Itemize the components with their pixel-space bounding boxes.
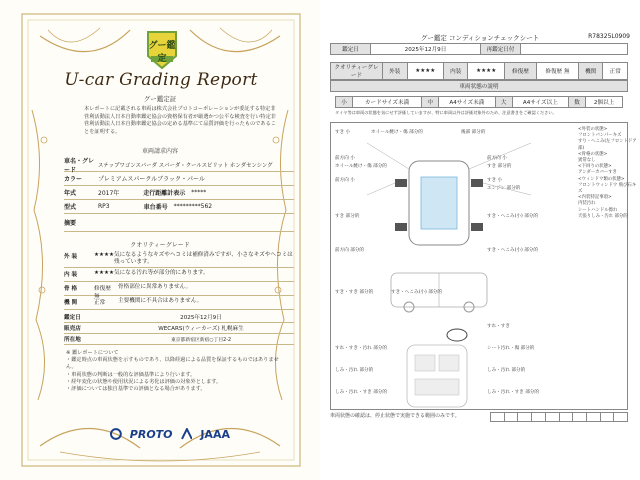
size-val: カードサイズ未満 xyxy=(352,97,421,108)
notes-label: 摘要 xyxy=(64,220,77,227)
signature-cell xyxy=(560,412,574,422)
grade-table xyxy=(330,62,628,80)
chassis-label: 車台番号 xyxy=(143,204,168,211)
note-line: すり・へこみ(左フロントドア部) xyxy=(578,139,637,151)
quality-desc: 主要機関に不具合はありません。 xyxy=(118,298,203,304)
sheet-bottom-note: 車両状態の確認は、停止状態で実施できる範囲のみです。 xyxy=(330,413,460,419)
quality-stars: ★★★★ xyxy=(94,252,115,258)
quality-row-engine xyxy=(64,296,294,310)
quality-row-interior xyxy=(64,268,294,282)
diagram-label: 前方向 小 xyxy=(487,156,507,161)
mileage-value: ***** xyxy=(191,189,207,196)
address-value: 東京都新宿区新宿○丁目2-2 xyxy=(171,337,231,343)
note-item: ・評価については独自基準での評価となる場合があります。 xyxy=(66,386,206,393)
quality-desc: 骨格部位に異常ありません。 xyxy=(118,284,192,290)
size-key: 中 xyxy=(422,97,439,108)
date-value: 2025年12月9日 xyxy=(371,44,481,55)
signature-boxes xyxy=(490,412,628,422)
sheet-title: グー鑑定 コンディションチェックシート xyxy=(420,34,540,42)
quality-desc: 気になる汚れ等が部分的にあります。 xyxy=(114,270,209,276)
jaaa-logo: JAAA xyxy=(200,427,230,441)
diagram-label: すき・へこみ(小) 部分的 xyxy=(487,248,538,253)
name-label: 車名・グレード xyxy=(64,157,95,174)
model-row xyxy=(64,200,294,214)
model-label: 型式 xyxy=(64,204,77,211)
size-key: 小 xyxy=(336,97,353,108)
signature-cell xyxy=(614,412,628,422)
caption-note: タイヤ等は車両の状態を気にせず評価していますが、特に車両以外は評価対象外のため、注意書きをご確認ください。 xyxy=(335,110,557,115)
grade-key: 修復歴 xyxy=(504,63,536,80)
proto-logo-icon xyxy=(110,428,122,440)
quality-row-exterior xyxy=(64,250,294,268)
diagram-label: 後部 部分的 xyxy=(461,130,486,135)
status-heading-table xyxy=(330,80,628,92)
year-row xyxy=(64,186,294,200)
diagram-label: すき 小 xyxy=(487,178,503,183)
vehicle-heading: 車両請求内容 xyxy=(141,148,178,155)
vehicle-name-row xyxy=(64,158,294,172)
notes-title: ※ 鑑レポートについて xyxy=(66,350,119,356)
quality-label: 内 装 xyxy=(64,272,78,278)
jaaa-logo-icon xyxy=(181,428,193,440)
note-line: 天張りしみ・汚れ 部分的 xyxy=(578,213,628,219)
diagram-label: すき・すき 部分的 xyxy=(335,290,374,295)
grade-val: ★★★★ xyxy=(468,63,504,80)
size-legend-table xyxy=(335,96,623,108)
diagram-label: すき 部分的 xyxy=(487,164,512,169)
appraisal-date-label: 鑑定日 xyxy=(64,315,81,321)
certificate-notes xyxy=(66,350,286,393)
note-line: <内装特記事項> xyxy=(578,195,612,201)
rescan-label: 再鑑定日付 xyxy=(481,44,521,55)
status-heading: 車両状態の説明 xyxy=(331,81,628,92)
quality-desc: 気になるようなキズやヘコミは補修済みですが、小さなキズやヘコミは残っています。 xyxy=(114,252,293,265)
shop-row xyxy=(64,323,294,334)
diagram-label: しみ・汚れ・すき 部分的 xyxy=(487,390,539,395)
size-val: A4サイズ以上 xyxy=(512,97,569,108)
signature-cell xyxy=(601,412,615,422)
address-row xyxy=(64,334,294,345)
note-line: <下回りの状態> xyxy=(578,164,612,170)
rescan-value xyxy=(521,44,628,55)
diagram-label: 前方向 小 xyxy=(335,178,355,183)
date-label: 鑑定日 xyxy=(331,44,371,55)
quality-label: 外 装 xyxy=(64,254,78,260)
date-table xyxy=(330,43,628,55)
name-value: ステップワゴンスパーダ スパーダ・クールスピリット ホンダセンシング xyxy=(98,162,273,169)
grade-val: 正常 xyxy=(603,63,628,80)
signature-cell xyxy=(573,412,587,422)
grade-val: ★★★★ xyxy=(407,63,443,80)
diagram-label: ホイール焼け・傷 部分的 xyxy=(335,164,387,169)
note-item: ・鑑定時点の車両状態を示すものであり、以降経過による品質を保証するものではありません。 xyxy=(66,357,279,371)
certificate-intro: 本レポートに記載される車両は株式会社プロトコーポレーションが委託する特定非営利活動法人日本自動車鑑定協会の資格保有者が厳選かつ公平な検査を行い特定非営利活動法人日本自動車鑑定協会の定める基準にて品質評価を行ったものであることを証明する。 xyxy=(84,106,276,135)
diagram-label: ホイール焼け・傷 部分的 xyxy=(371,130,423,135)
quality-stars: ★★★★ xyxy=(94,270,115,276)
diagram-label: しみ・汚れ・すき 部分的 xyxy=(335,390,387,395)
note-line: <外装の状態> xyxy=(578,127,608,132)
note-item: ・車両状態の判断は一般的な評価基準により行います。 xyxy=(66,371,196,378)
diagram-label: しみ・汚れ 部分的 xyxy=(487,368,526,373)
diagram-label: すき 小 xyxy=(335,130,351,135)
note-line: アンダーカバーすき xyxy=(578,170,617,176)
diagram-label: 前方向 部分的 xyxy=(335,248,365,253)
signature-cell xyxy=(518,412,532,422)
quality-stars: 正常 xyxy=(94,300,106,306)
color-row xyxy=(64,172,294,186)
diagram-label: 前方向 小 xyxy=(335,156,355,161)
quality-row-frame xyxy=(64,282,294,300)
note-line: フロントウィンドウ 飛び石キズ xyxy=(578,182,637,195)
model-value: RP3 xyxy=(98,203,110,210)
note-line: <骨格の状態> xyxy=(578,151,608,157)
grade-val: 修復歴 無 xyxy=(536,63,578,80)
diagram-label: シート汚れ・傷 部分的 xyxy=(487,346,535,351)
grade-key: 内装 xyxy=(443,63,468,80)
certificate-title: U-car Grading Report xyxy=(64,70,258,90)
proto-logo: PROTO xyxy=(129,427,173,441)
notes-row xyxy=(64,214,294,232)
note-item: ・経年変化の状態や使用状況による劣化は評価の対象外とします。 xyxy=(66,378,222,385)
certificate-subtitle: グー鑑定証 xyxy=(143,95,177,103)
shop-value: WECARS(ウィーカーズ) 札幌麻生 xyxy=(158,326,244,332)
note-line: シートハンドル擦れ xyxy=(578,207,618,213)
diagram-label: すき・へこみ(小) 部分的 xyxy=(487,214,538,219)
year-label: 年式 xyxy=(64,190,77,197)
quality-stars: 修復歴 無 xyxy=(94,286,111,300)
grade-key: 外装 xyxy=(383,63,408,80)
badge-text: グー鑑定 xyxy=(148,41,176,64)
quality-label: 機 関 xyxy=(64,300,78,306)
mileage-label: 走行距離計表示 xyxy=(143,190,186,197)
signature-cell xyxy=(505,412,519,422)
diagram-label: エンジン 部分的 xyxy=(487,186,521,191)
note-line: 異常なし xyxy=(578,158,596,164)
signature-cell xyxy=(490,412,505,422)
sheet-id: R78325L0909 xyxy=(588,33,630,40)
grade-label: クオリティーグレード xyxy=(331,63,383,80)
signature-cell xyxy=(546,412,560,422)
color-value: プレミアムスパークルブラック・パール xyxy=(98,176,205,183)
diagram-label: すき・へこみ(小) 部分的 xyxy=(391,290,442,295)
logo-bar xyxy=(110,424,230,444)
appraisal-date-value: 2025年12月9日 xyxy=(180,315,222,321)
note-line: <ウィンドウ類の状態> xyxy=(578,176,625,182)
diagram-label: すれ・すき・汚れ 部分的 xyxy=(335,346,387,351)
shop-label: 販売店 xyxy=(64,326,81,332)
note-line: フロントバンパーキズ xyxy=(578,133,622,139)
diagram-label: すき 部分的 xyxy=(335,214,360,219)
size-val: A4サイズ未満 xyxy=(439,97,496,108)
size-key: 数 xyxy=(569,97,586,108)
diagram-label: しみ・汚れ 部分的 xyxy=(335,368,374,373)
quality-heading: クオリティーグレード xyxy=(130,242,190,249)
size-key: 大 xyxy=(495,97,512,108)
color-label: カラー xyxy=(64,176,83,183)
signature-cell xyxy=(587,412,601,422)
appraisal-date-row xyxy=(64,312,294,323)
condition-notes xyxy=(578,127,638,220)
quality-label: 骨 格 xyxy=(64,286,78,292)
size-val: 2個以上 xyxy=(586,97,623,108)
diagram-label: すれ・すき xyxy=(487,324,510,329)
address-label: 所在地 xyxy=(64,337,81,343)
grade-key: 機関 xyxy=(578,63,603,80)
note-line: 内装汚れ xyxy=(578,201,596,207)
chassis-value: *********562 xyxy=(173,203,213,210)
year-value: 2017年 xyxy=(98,190,120,197)
signature-cell xyxy=(532,412,546,422)
